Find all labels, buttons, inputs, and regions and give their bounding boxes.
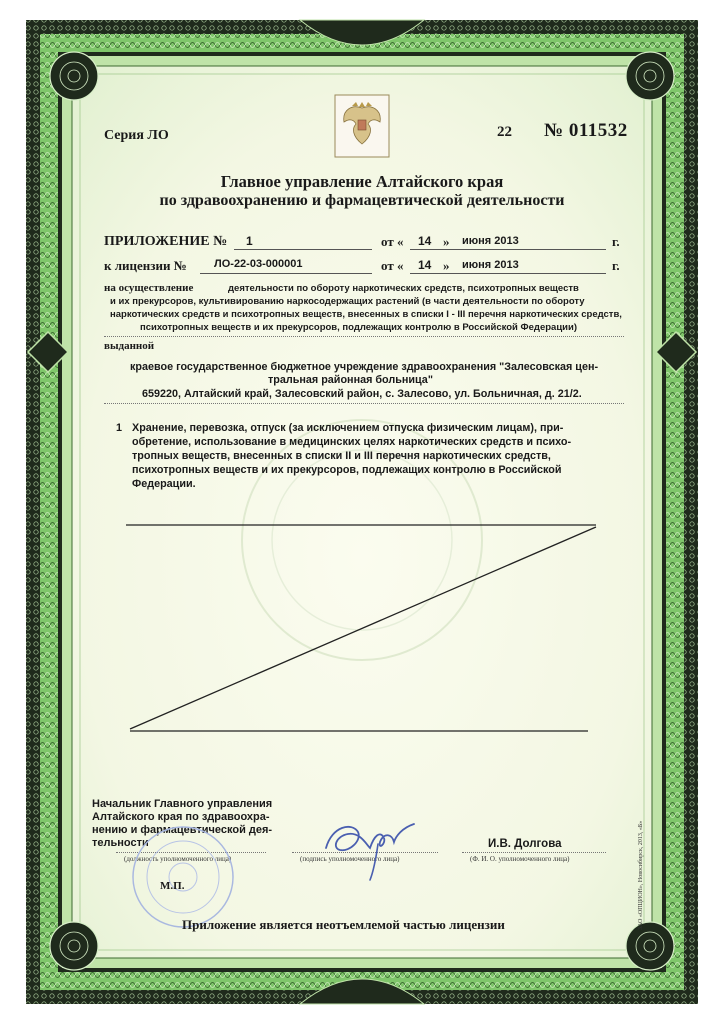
issued-line3: 659220, Алтайский край, Залесовский район, с. Залесово, ул. Больничная, д. 21/2. (142, 388, 582, 400)
stamp-place-label: М.П. (160, 880, 185, 892)
appendix-month-year: июня 2013 (462, 235, 519, 247)
license-year-suffix: г. (612, 258, 620, 273)
item-line2: обретение, использование в медицинских целях наркотических средств и психо- (132, 436, 572, 448)
signer-position-line4: тельности (92, 837, 149, 849)
printer-imprint: ЗАО «ОПЦИОН», Новосибирск, 2013, «Б» (638, 820, 644, 930)
appendix-label: ПРИЛОЖЕНИЕ № (104, 234, 228, 249)
authority-title-line2: по здравоохранению и фармацевтической деятельности (159, 192, 565, 209)
license-number: ЛО-22-03-000001 (214, 258, 303, 270)
signer-position-line2: Алтайского края по здравоохра- (92, 811, 270, 823)
license-close-quote: » (443, 258, 450, 273)
item-line5: Федерации. (132, 478, 196, 490)
position-caption: (должность уполномоченного лица) (124, 855, 232, 863)
appendix-close-quote: » (443, 234, 450, 249)
item-line1: Хранение, перевозка, отпуск (за исключением отпуска физическим лицам), при- (132, 422, 564, 434)
signer-position-line1: Начальник Главного управления (92, 798, 273, 810)
authority-title-line1: Главное управление Алтайского края (220, 172, 504, 191)
footer-note: Приложение является неотъемлемой частью лицензии (182, 917, 505, 932)
issued-line1: краевое государственное бюджетное учреждение здравоохранения "Залесовская цен- (130, 361, 599, 373)
license-month-year: июня 2013 (462, 259, 519, 271)
license-label: к лицензии № (104, 258, 187, 273)
activity-line1: деятельности по обороту наркотических средств, психотропных веществ (228, 283, 579, 294)
region-code: 22 (497, 124, 512, 140)
activity-line3: наркотических средств и психотропных веществ, внесенных в списки I - III перечня наркотических средств, (110, 309, 622, 320)
signer-name: И.В. Долгова (488, 838, 562, 850)
item-line4: психотропных веществ и их прекурсоров, подлежащих контролю в Российской (132, 464, 562, 476)
appendix-number: 1 (246, 234, 253, 248)
activity-line4: психотропных веществ и их прекурсоров, подлежащих контролю в Российской Федерации) (140, 322, 578, 333)
license-from-label: от « (381, 258, 404, 273)
activity-label: на осуществление (104, 282, 194, 294)
series-label: Серия ЛО (104, 128, 169, 143)
appendix-year-suffix: г. (612, 234, 620, 249)
appendix-from-label: от « (381, 234, 404, 249)
form-number: № 011532 (544, 120, 628, 141)
appendix-day: 14 (418, 234, 432, 248)
name-rule (462, 852, 606, 853)
handwritten-signature (318, 814, 422, 884)
issued-label: выданной (104, 340, 155, 352)
item-line3: тропных веществ, внесенных в списки II и III перечня наркотических средств, (132, 450, 551, 462)
signer-position-line3: нению и фармацевтической дея- (92, 824, 273, 836)
issued-line2: тральная районная больница" (268, 374, 433, 386)
official-stamp (108, 822, 258, 932)
item-number: 1 (116, 422, 123, 434)
signature-caption: (подпись уполномоченного лица) (300, 855, 400, 863)
name-caption: (Ф. И. О. уполномоченного лица) (470, 855, 570, 863)
license-day: 14 (418, 258, 432, 272)
activity-line2: и их прекурсоров, культивированию наркосодержащих растений (в части деятельности по обороту (110, 296, 585, 307)
